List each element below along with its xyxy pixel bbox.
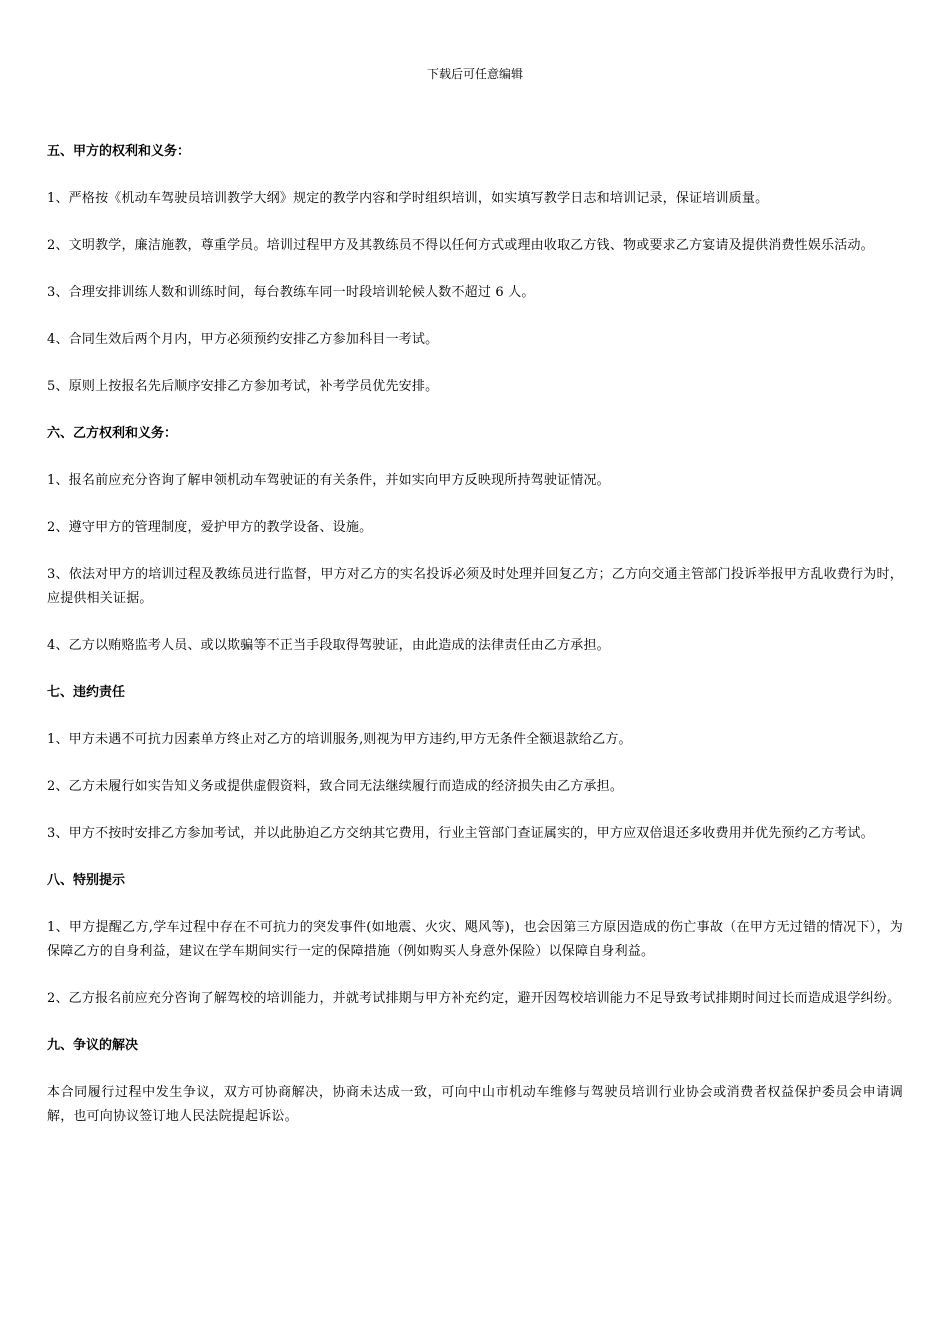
clause-7-2: 2、乙方未履行如实告知义务或提供虚假资料，致合同无法继续履行而造成的经济损失由乙方承担。 bbox=[47, 779, 624, 794]
clause-7-1: 1、甲方未遇不可抗力因素单方终止对乙方的培训服务,则视为甲方违约,甲方无条件全额退款给乙方。 bbox=[47, 732, 632, 747]
section-heading-5: 五、甲方的权利和义务： bbox=[47, 144, 191, 159]
header-note: 下载后可任意编辑 bbox=[426, 67, 523, 81]
clause-6-3: 3、依法对甲方的培训过程及教练员进行监督，甲方对乙方的实名投诉必须及时处理并回复乙方；乙方向交通主管部门投诉举报甲方乱收费行为时，应提供相关证据。 bbox=[47, 567, 903, 606]
clause-8-1: 1、甲方提醒乙方,学车过程中存在不可抗力的突发事件(如地震、火灾、飓风等)，也会因第三方原因造成的伤亡事故（在甲方无过错的情况下），为保障乙方的自身利益，建议在学车期间实行一定的保障措施（例如购买人身意外保险）以保障自身利益。 bbox=[47, 920, 903, 959]
clause-5-1: 1、严格按《机动车驾驶员培训教学大纲》规定的教学内容和学时组织培训，如实填写教学日志和培训记录，保证培训质量。 bbox=[47, 191, 769, 206]
clause-8-2: 2、乙方报名前应充分咨询了解驾校的培训能力，并就考试排期与甲方补充约定，避开因驾校培训能力不足导致考试排期时间过长而造成退学纠纷。 bbox=[47, 991, 901, 1006]
clause-6-1: 1、报名前应充分咨询了解申领机动车驾驶证的有关条件，并如实向甲方反映现所持驾驶证情况。 bbox=[47, 473, 610, 488]
section-heading-7: 七、违约责任 bbox=[47, 685, 126, 700]
section-heading-6: 六、乙方权利和义务： bbox=[47, 426, 178, 441]
clause-9-1: 本合同履行过程中发生争议，双方可协商解决，协商未达成一致，可向中山市机动车维修与驾驶员培训行业协会或消费者权益保护委员会申请调解，也可向协议签订地人民法院提起诉讼。 bbox=[47, 1085, 903, 1124]
clause-7-3: 3、甲方不按时安排乙方参加考试，并以此胁迫乙方交纳其它费用，行业主管部门查证属实的，甲方应双倍退还多收费用并优先预约乙方考试。 bbox=[47, 826, 874, 841]
clause-5-2: 2、文明教学，廉洁施教，尊重学员。培训过程甲方及其教练员不得以任何方式或理由收取乙方钱、物或要求乙方宴请及提供消费性娱乐活动。 bbox=[47, 238, 874, 253]
clause-6-2: 2、遵守甲方的管理制度，爱护甲方的教学设备、设施。 bbox=[47, 520, 373, 535]
contract-body bbox=[47, 140, 903, 1152]
section-heading-8: 八、特别提示 bbox=[47, 873, 126, 888]
clause-5-5: 5、原则上按报名先后顺序安排乙方参加考试，补考学员优先安排。 bbox=[47, 379, 439, 394]
clause-5-4: 4、合同生效后两个月内，甲方必须预约安排乙方参加科目一考试。 bbox=[47, 332, 439, 347]
section-heading-9: 九、争议的解决 bbox=[47, 1038, 139, 1053]
clause-6-4: 4、乙方以贿赂监考人员、或以欺骗等不正当手段取得驾驶证，由此造成的法律责任由乙方承担。 bbox=[47, 638, 610, 653]
clause-5-3: 3、合理安排训练人数和训练时间，每台教练车同一时段培训轮候人数不超过 6 人。 bbox=[47, 285, 535, 300]
